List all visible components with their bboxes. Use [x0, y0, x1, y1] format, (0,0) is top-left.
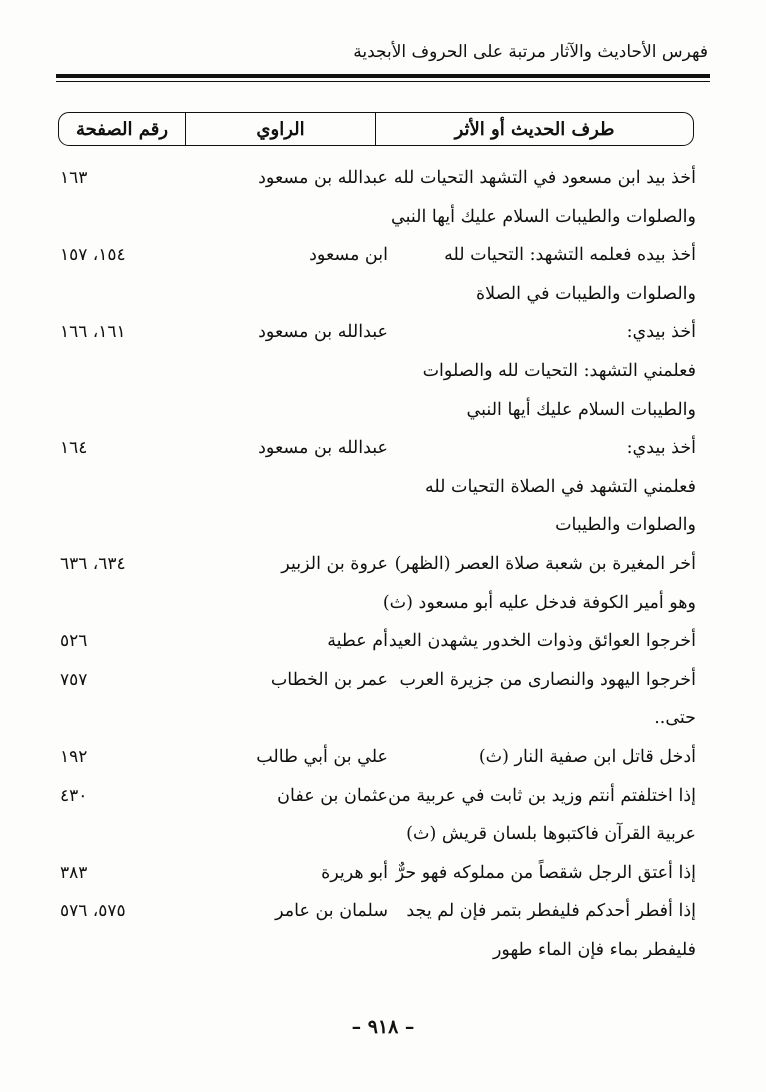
column-header-page: رقم الصفحة: [76, 118, 169, 140]
index-entry: [0, 312, 766, 428]
page-reference: ٤٣٠: [60, 785, 88, 806]
index-entry: [0, 158, 766, 235]
index-entry: [0, 235, 766, 312]
narrator-name: عمر بن الخطاب: [270, 669, 388, 690]
page-reference: ٥٧٥، ٥٧٦: [60, 901, 126, 922]
page-reference: ٧٥٧: [60, 669, 88, 690]
hadith-text-line: أخرجوا اليهود والنصارى من جزيرة العرب: [399, 669, 696, 690]
hadith-text-line: عربية القرآن فاكتبوها بلسان قريش (ث): [406, 824, 696, 845]
narrator-name: عبدالله بن مسعود: [258, 322, 388, 343]
hadith-text-line: إذا أعتق الرجل شقصاً من مملوكه فهو حرٌّ: [395, 862, 696, 883]
hadith-text-line: وهو أمير الكوفة فدخل عليه أبو مسعود (ث): [382, 592, 696, 613]
hadith-text-line: إذا اختلفتم أنتم وزيد بن ثابت في عربية من: [388, 785, 696, 806]
index-entry: [0, 544, 766, 621]
index-entry: [0, 737, 766, 776]
index-entry: [0, 776, 766, 853]
page-reference: ٦٣٤، ٦٣٦: [60, 554, 126, 574]
hadith-text-line: والصلوات والطيبات: [555, 515, 696, 536]
column-header-box: [58, 112, 694, 146]
narrator-name: عبدالله بن مسعود: [258, 168, 388, 188]
hadith-text-line: أخرجوا العوائق وذوات الخدور يشهدن العيد: [388, 631, 696, 652]
narrator-name: أبو هريرة: [321, 862, 388, 883]
index-entry: [0, 853, 766, 892]
hadith-text-line: إذا أفطر أحدكم فليفطر بتمر فإن لم يجد: [406, 901, 696, 922]
running-header: فهرس الأحاديث والآثار مرتبة على الحروف الأبجدية: [353, 42, 708, 62]
page-reference: ١٦٣: [60, 168, 88, 188]
page-reference: ٣٨٣: [60, 862, 88, 883]
hadith-text-line: فعلمني التشهد: التحيات لله والصلوات: [422, 360, 696, 381]
hadith-text-line: أخر المغيرة بن شعبة صلاة العصر (الظهر): [394, 554, 696, 574]
hadith-text-line: والصلوات والطيبات السلام عليك أيها النبي: [391, 206, 696, 227]
page-reference: ١٥٤، ١٥٧: [60, 245, 126, 266]
page-number: – ٩١٨ –: [351, 1016, 415, 1038]
hadith-text-line: أخذ بيده فعلمه التشهد: التحيات لله: [444, 245, 696, 266]
index-entry: [0, 428, 766, 544]
hadith-text-line: أدخل قاتل ابن صفية النار (ث): [478, 747, 696, 767]
index-entry: [0, 891, 766, 968]
hadith-text-line: فليفطر بماء فإن الماء طهور: [492, 939, 696, 960]
narrator-name: سلمان بن عامر: [275, 901, 388, 922]
hadith-text-line: حتى..: [654, 708, 696, 729]
hadith-text-line: فعلمني التشهد في الصلاة التحيات لله: [424, 476, 696, 497]
narrator-name: عروة بن الزبير: [281, 554, 388, 574]
page-reference: ١٦٤: [60, 438, 88, 459]
narrator-name: عثمان بن عفان: [277, 785, 388, 806]
column-header-hadith: طرف الحديث أو الأثر: [375, 113, 693, 145]
page-reference: ١٩٢: [60, 747, 88, 767]
hadith-text-line: والطيبات السلام عليك أيها النبي: [466, 399, 696, 420]
hadith-text-line: أخذ بيد ابن مسعود في التشهد التحيات لله: [393, 168, 696, 188]
hadith-text-line: أخذ بيدي:: [626, 438, 696, 459]
hadith-text-line: والصلوات والطيبات في الصلاة: [476, 283, 696, 304]
column-header-narrator: الراوي: [185, 113, 375, 145]
index-entry: [0, 621, 766, 660]
header-rule-thick: [56, 74, 710, 78]
hadith-text-line: أخذ بيدي:: [626, 322, 696, 343]
page-reference: ٥٢٦: [60, 631, 88, 652]
narrator-name: علي بن أبي طالب: [256, 747, 388, 767]
narrator-name: أم عطية: [327, 631, 388, 652]
header-rule-thin: [56, 81, 710, 82]
index-entry: [0, 660, 766, 737]
page-reference: ١٦١، ١٦٦: [60, 322, 126, 343]
narrator-name: ابن مسعود: [309, 245, 388, 266]
narrator-name: عبدالله بن مسعود: [258, 438, 388, 459]
